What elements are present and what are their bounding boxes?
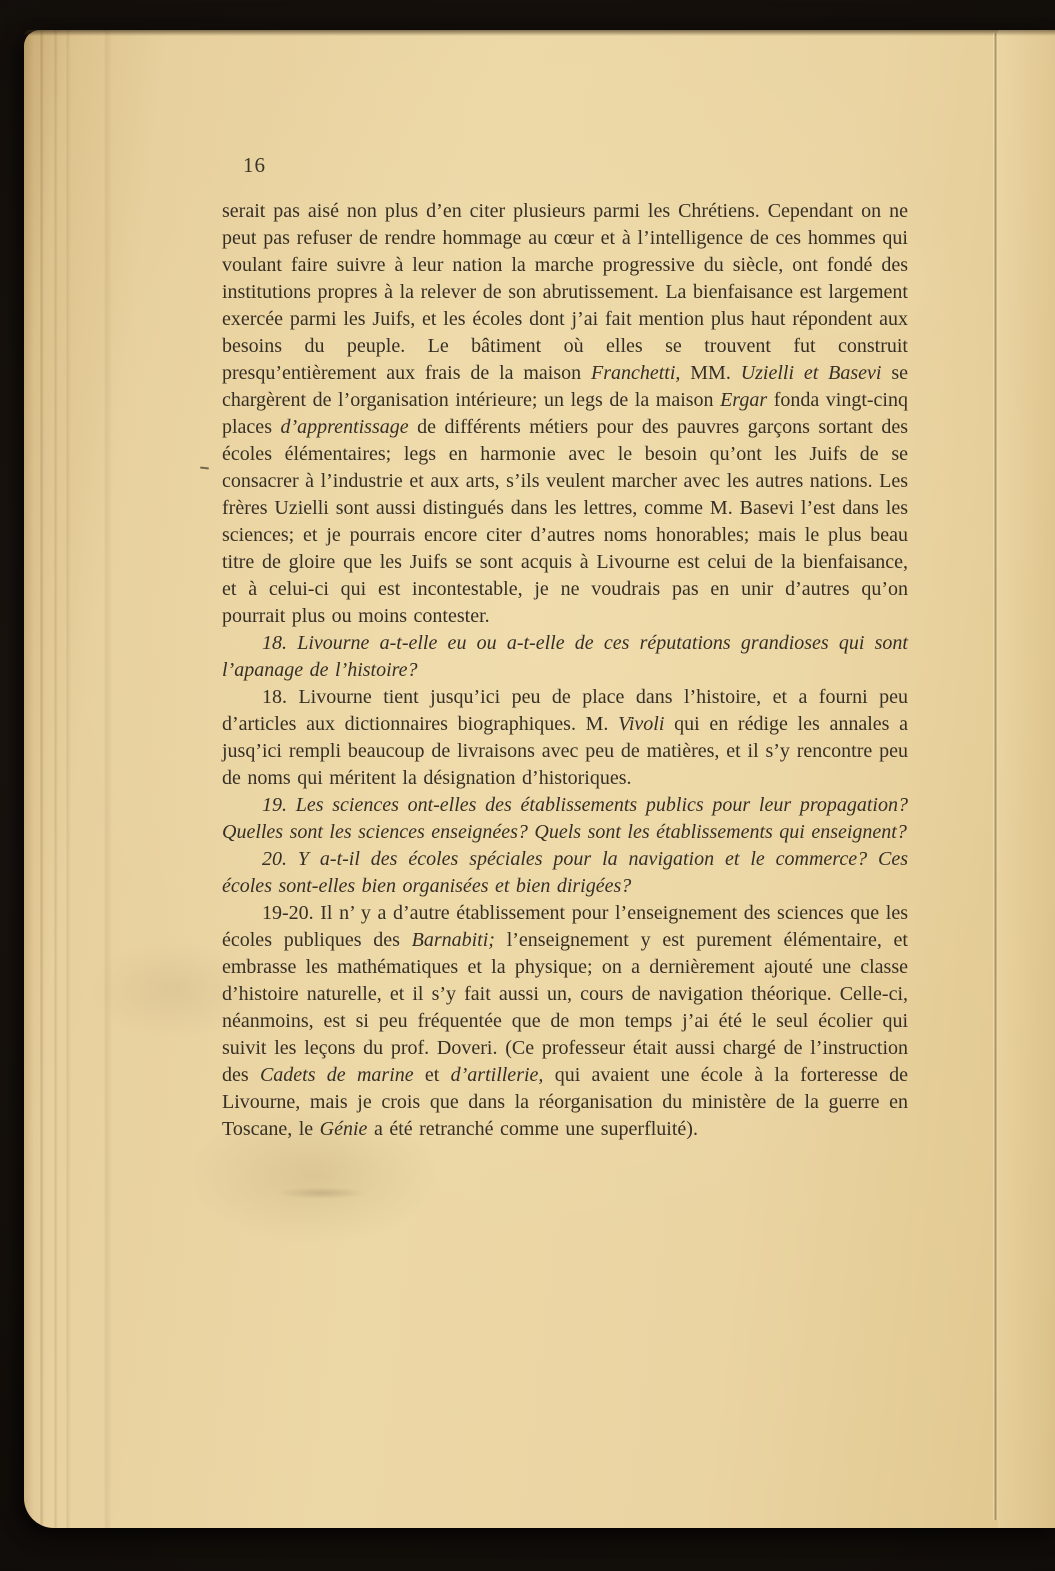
margin-mark (200, 466, 209, 469)
page-number: 16 (243, 153, 266, 177)
answer-18: 18. Livourne tient jusqu’ici peu de place dans l’histoire, et a fourni peu d’articles aux dictionnaires biographiques. M. Vivoli qui en rédige les annales a jusq’ici rempli beaucoup de livraisons avec peu de matières, et il s’y rencontre peu de noms qui méritent la désignation d’historiques. (222, 686, 908, 789)
question-20: 20. Y a-t-il des écoles spéciales pour la navigation et le commerce? Ces écoles sont-elles bien organisées et bien dirigées? (222, 848, 908, 897)
question-18: 18. Livourne a-t-elle eu ou a-t-elle de ces réputations grandioses qui sont l’apanage de l’histoire? (222, 632, 908, 681)
text-block (222, 198, 908, 1143)
adjacent-page-strip (998, 30, 1055, 1528)
paragraph-continuation: serait pas aisé non plus d’en citer plusieurs parmi les Chrétiens. Cependant on ne peut pas refuser de rendre hommage au cœur et à l’intelligence de ces hommes qui voulant faire suivre à leur nation la marche progressive du siècle, ont fondé des institutions propres à la relever de son abrutissement. La bienfaisance est largement exercée parmi les Juifs, et les écoles dont j’ai fait mention plus haut répondent aux besoins du peuple. Le bâtiment où elles se trouvent fut construit presqu’entièrement aux frais de la maison Franchetti, MM. Uzielli et Basevi se chargèrent de l’organisation intérieure; un legs de la maison Ergar fonda vingt-cinq places d’apprentissage de différents métiers pour des pauvres garçons sortant des écoles élémentaires; legs en harmonie avec le besoin qu’ont les Juifs de se consacrer à l’industrie et aux arts, s’ils veulent marcher avec les autres nations. Les frères Uzielli sont aussi distingués dans les lettres, comme M. Basevi l’est dans les sciences; et je pourrais encore citer d’autres noms honorables; mais le plus beau titre de gloire que les Juifs se sont acquis à Livourne est celui de la bienfaisance, et à celui-ci qui est incontestable, je ne voudrais pas en unir d’autres qu’on pourrait plus ou moins contester. (222, 200, 908, 627)
page-crease (993, 33, 998, 1520)
question-19: 19. Les sciences ont-elles des établissements publics pour leur propagation? Quelles sont les sciences enseignées? Quels sont les établissements qui enseignent? (222, 794, 908, 843)
ink-smudge (262, 1185, 382, 1201)
answer-19-20: 19-20. Il n’ y a d’autre établissement pour l’enseignement des sciences que les écoles publiques des Barnabiti; l’enseignement y est purement élémentaire, et embrasse les mathématiques et la physique; on a dernièrement ajouté une classe d’histoire naturelle, et il s’y fait aussi un, cours de navigation théorique. Celle-ci, néanmoins, est si peu fréquentée que de mon temps j’ai été le seul écolier qui suivit les leçons du prof. Doveri. (Ce professeur était aussi chargé de l’instruction des Cadets de marine et d’artillerie, qui avaient une école à la forteresse de Livourne, mais je crois que dans la réorganisation du ministère de la guerre en Toscane, le Génie a été retranché comme une superfluité). (222, 902, 908, 1140)
book-page (24, 30, 1055, 1528)
book-binding-edges (24, 30, 124, 1528)
page-top-edge (24, 30, 1055, 36)
